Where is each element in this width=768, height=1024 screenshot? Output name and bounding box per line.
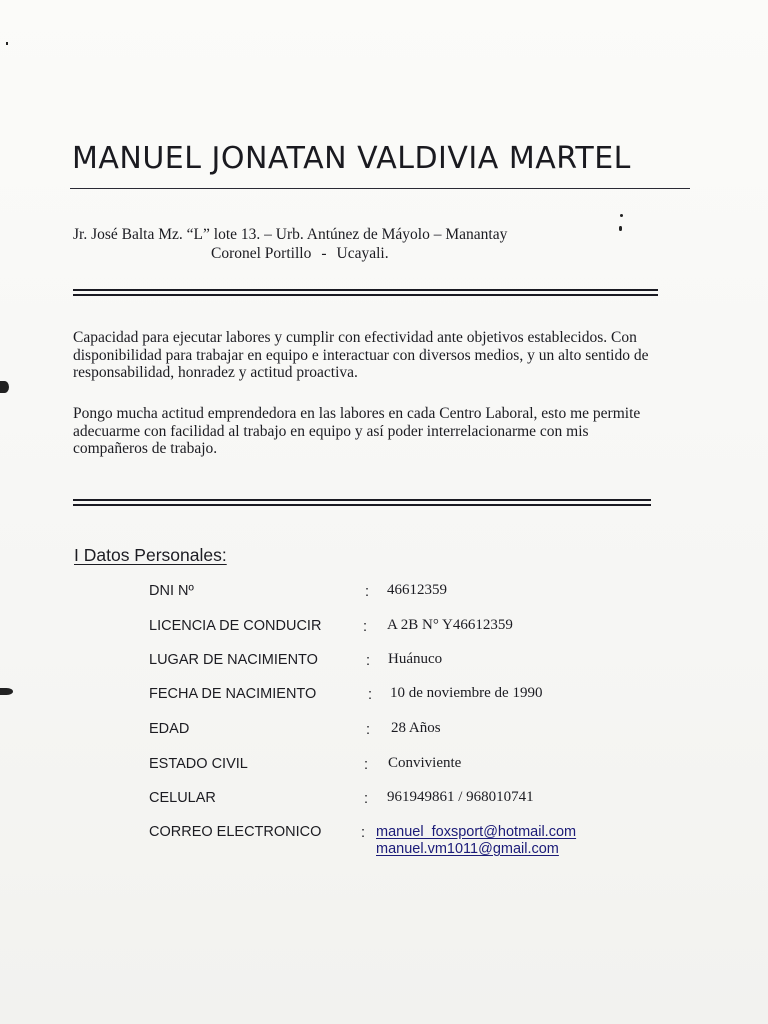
address-city: Coronel Portillo (211, 245, 312, 262)
field-colon-estado-civil: : (364, 757, 369, 773)
field-value-fecha: 10 de noviembre de 1990 (390, 685, 543, 701)
cv-name-heading: MANUEL JONATAN VALDIVIA MARTEL (72, 141, 631, 176)
scan-speck (0, 688, 13, 695)
address-line-1: Jr. José Balta Mz. “L” lote 13. – Urb. Antúnez de Máyolo – Manantay (73, 226, 508, 243)
field-colon-licencia: : (363, 619, 368, 635)
field-label-fecha: FECHA DE NACIMIENTO (149, 686, 317, 702)
field-colon-fecha: : (368, 687, 373, 703)
scan-speck (6, 42, 8, 45)
field-colon-correo: : (361, 825, 366, 841)
field-colon-celular: : (364, 791, 369, 807)
field-label-correo: CORREO ELECTRONICO (149, 824, 322, 840)
field-value-celular: 961949861 / 968010741 (387, 789, 534, 805)
email-link-hotmail[interactable]: manuel_foxsport@hotmail.com (376, 824, 577, 840)
scan-speck (619, 226, 622, 231)
address-separator: - (321, 245, 327, 262)
field-value-dni: 46612359 (387, 582, 447, 598)
field-colon-dni: : (365, 584, 370, 600)
address-line-2 (73, 244, 507, 263)
field-label-lugar: LUGAR DE NACIMIENTO (149, 652, 318, 668)
address-block (73, 225, 507, 263)
profile-paragraph-2: Pongo mucha actitud emprendedora en las labores en cada Centro Laboral, esto me permite adecuarme con facilidad al trabajo en equipo y así poder interrelacionarme con mis compañeros de trabajo. (73, 405, 641, 457)
field-label-estado-civil: ESTADO CIVIL (149, 756, 248, 772)
personal-data-title: I Datos Personales: (74, 545, 227, 565)
field-label-edad: EDAD (149, 721, 190, 737)
field-value-lugar: Huánuco (388, 651, 443, 667)
field-label-licencia: LICENCIA DE CONDUCIR (149, 618, 322, 634)
field-label-dni: DNI Nº (149, 583, 194, 599)
address-region: Ucayali. (336, 245, 389, 262)
field-colon-lugar: : (366, 653, 371, 669)
profile-paragraph-1: Capacidad para ejecutar labores y cumplir con efectividad ante objetivos establecidos. Con disponibilidad para trabajar en equipo e interactuar con diversos medios, y un alto sentido de responsabilidad, honradez y actitud proactiva. (73, 329, 649, 381)
scan-speck (620, 214, 623, 217)
field-label-celular: CELULAR (149, 790, 216, 806)
field-value-edad: 28 Años (391, 720, 441, 736)
field-value-estado-civil: Conviviente (388, 755, 462, 771)
email-link-gmail[interactable]: manuel.vm1011@gmail.com (376, 841, 559, 857)
field-value-licencia: A 2B N° Y46612359 (387, 617, 513, 633)
scan-speck (0, 381, 9, 393)
section-divider-top (73, 289, 658, 296)
section-divider-bottom (73, 499, 651, 506)
name-underline (70, 188, 690, 189)
field-colon-edad: : (366, 722, 371, 738)
